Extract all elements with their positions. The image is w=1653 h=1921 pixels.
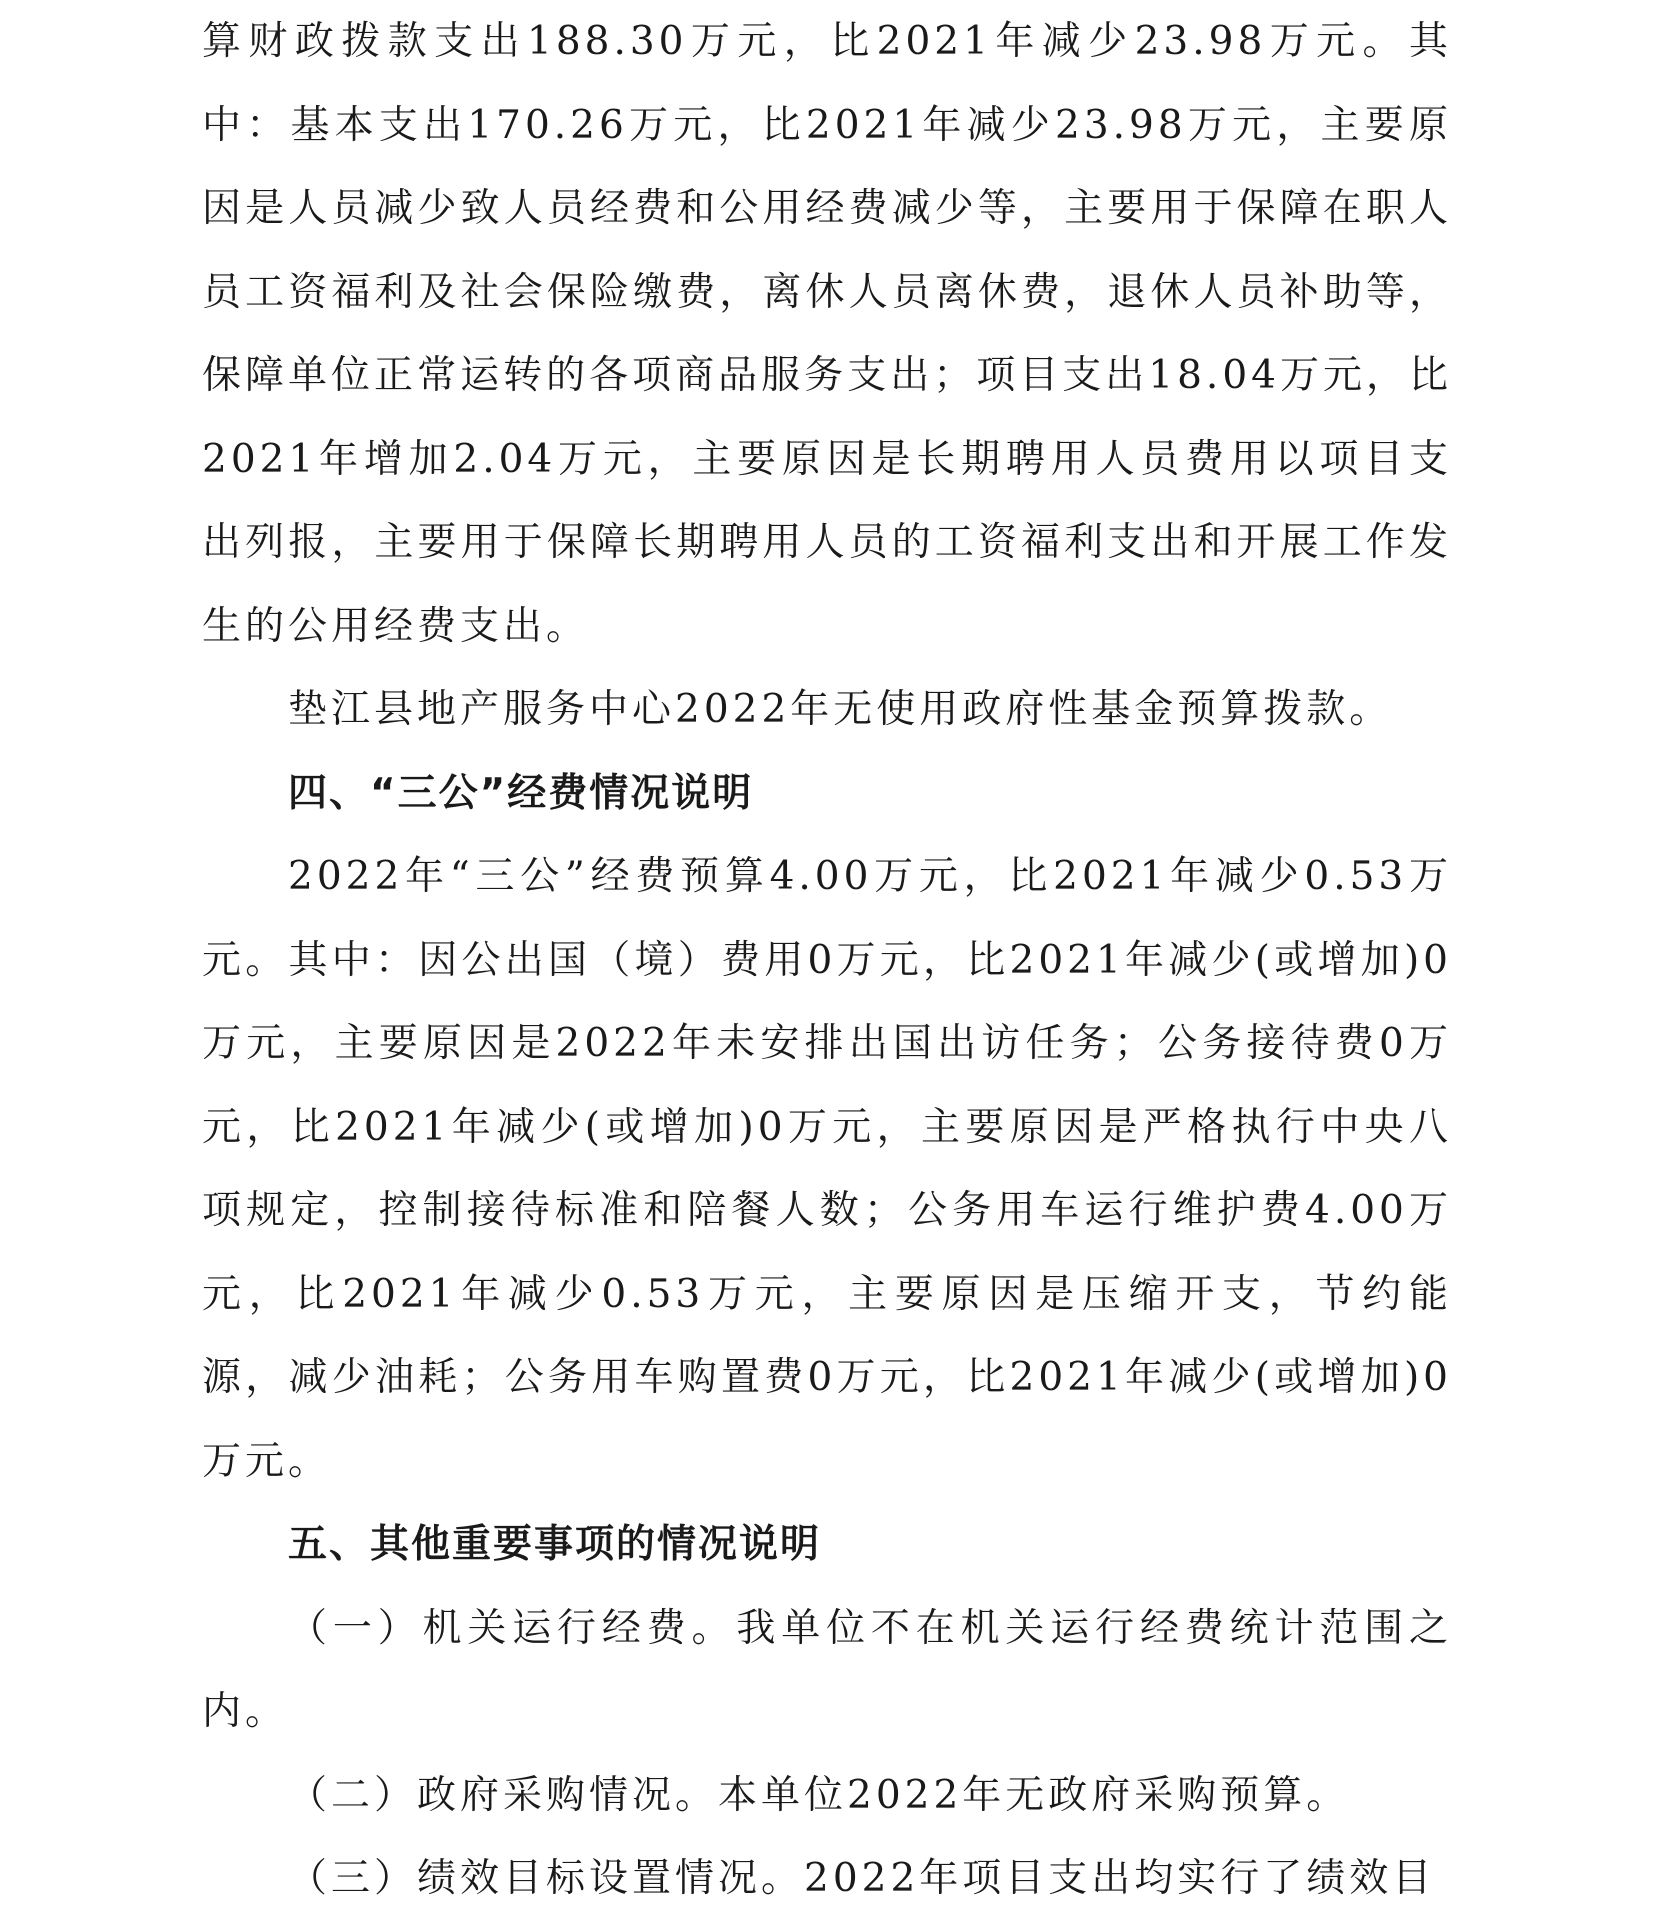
section-four-heading: 四、“三公”经费情况说明	[288, 770, 754, 816]
document-body	[202, 0, 1452, 1921]
three-public-expenses-paragraph: 2022年“三公”经费预算4.00万元，比2021年减少0.53万元。其中：因公出国（境）费用0万元，比2021年减少(或增加)0万元，主要原因是2022年未安排出国出访任务；公务接待费0万元，比2021年减少(或增加)0万元，主要原因是严格执行中央八项规定，控制接待标准和陪餐人数；公务用车运行维护费4.00万元，比2021年减少0.53万元，主要原因是压缩开支，节约能源，减少油耗；公务用车购置费0万元，比2021年减少(或增加)0万元。	[202, 854, 1452, 1484]
government-fund-paragraph: 垫江县地产服务中心2022年无使用政府性基金预算拨款。	[288, 687, 1393, 732]
procurement-paragraph: （二）政府采购情况。本单位2022年无政府采购预算。	[288, 1772, 1350, 1818]
fiscal-appropriation-paragraph: 算财政拨款支出188.30万元，比2021年减少23.98万元。其中：基本支出170.26万元，比2021年减少23.98万元，主要原因是人员减少致人员经费和公用经费减少等，主要用于保障在职人员工资福利及社会保险缴费，离休人员离休费，退休人员补助等，保障单位正常运转的各项商品服务支出；项目支出18.04万元，比2021年增加2.04万元，主要原因是长期聘用人员费用以项目支出列报，主要用于保障长期聘用人员的工资福利支出和开展工作发生的公用经费支出。	[202, 19, 1452, 649]
section-five-heading: 五、其他重要事项的情况说明	[288, 1522, 822, 1567]
performance-goals-paragraph: （三）绩效目标设置情况。2022年项目支出均实行了绩效目	[288, 1856, 1436, 1901]
operating-expenses-paragraph: （一）机关运行经费。我单位不在机关运行经费统计范围之内。	[202, 1605, 1452, 1734]
